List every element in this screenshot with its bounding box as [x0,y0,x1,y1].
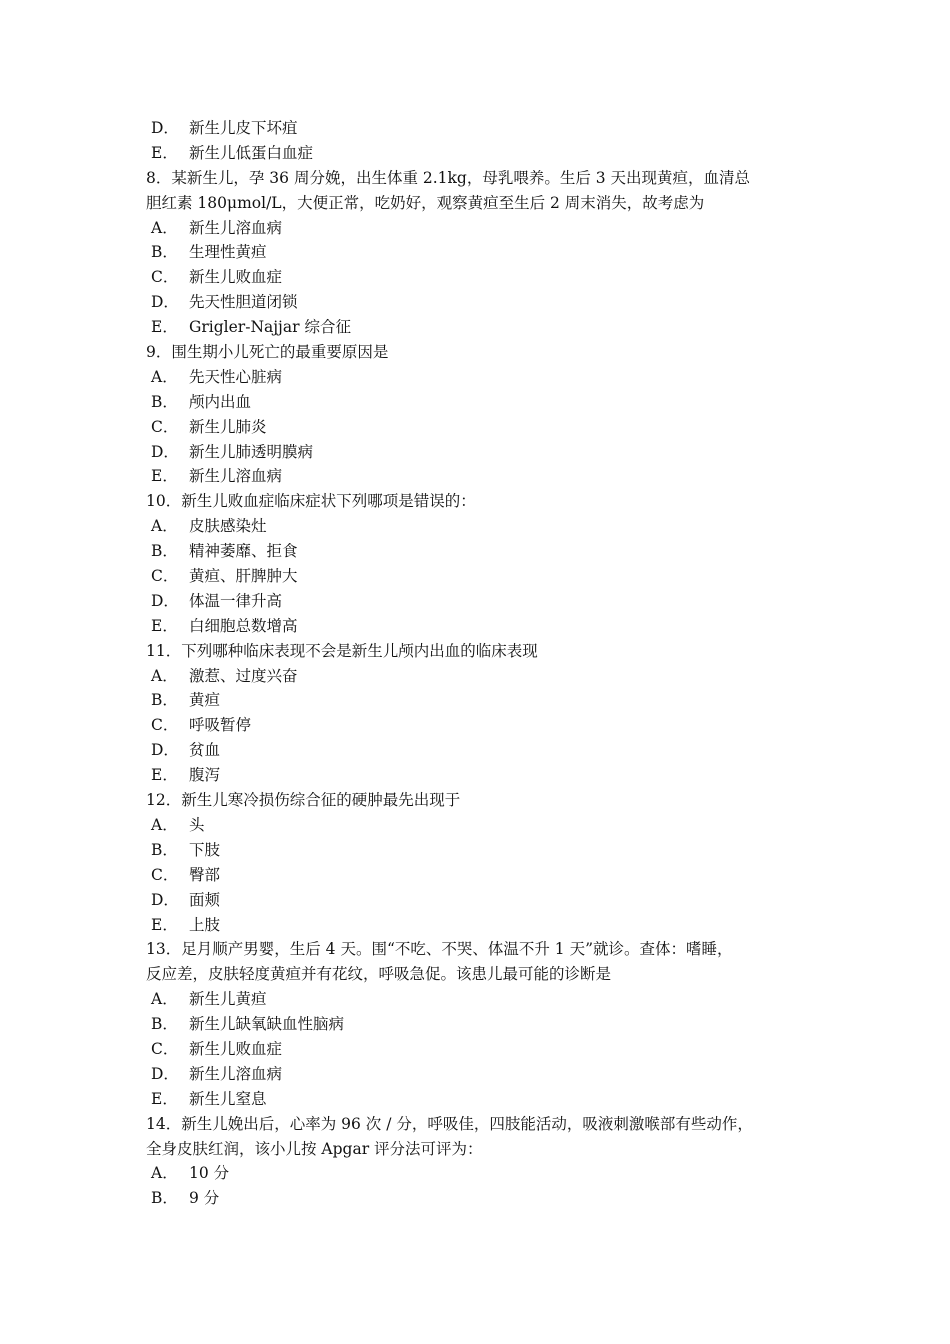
option-text: 新生儿窒息 [189,1089,267,1108]
answer-option [146,265,816,290]
answer-option [146,987,816,1012]
answer-option [146,738,816,763]
option-label: E． [151,318,178,337]
option-text: 生理性黄疸 [189,243,267,262]
answer-option [146,216,816,241]
question-list [146,116,816,1211]
answer-option [146,614,816,639]
answer-option [146,1037,816,1062]
answer-option [146,390,816,415]
option-text: 新生儿肺透明膜病 [189,442,314,461]
option-text: 新生儿肺炎 [189,417,267,436]
option-label: D． [151,1064,179,1083]
answer-option [146,1087,816,1112]
option-text: 新生儿缺氧缺血性脑病 [189,1015,345,1034]
option-label: B． [151,392,178,411]
answer-option [146,589,816,614]
option-text: 精神萎靡、拒食 [189,542,298,561]
answer-option [146,838,816,863]
answer-option [146,464,816,489]
answer-option [146,688,816,713]
answer-option [146,240,816,265]
option-text: 新生儿溶血病 [189,1064,283,1083]
answer-option [146,1161,816,1186]
option-label: E． [151,915,178,934]
option-text: 呼吸暂停 [189,716,252,735]
option-text: 新生儿低蛋白血症 [189,143,314,162]
option-text: 颅内出血 [189,392,252,411]
option-label: A． [151,367,178,386]
answer-option [146,1012,816,1037]
answer-option [146,1062,816,1087]
question-stem-continued: 反应差，皮肤轻度黄疸并有花纹，呼吸急促。该患儿最可能的诊断是 [146,965,612,984]
answer-option [146,415,816,440]
option-text: 新生儿败血症 [189,268,283,287]
option-label: B． [151,1189,178,1208]
option-text: 体温一律升高 [189,591,283,610]
answer-option [146,440,816,465]
option-text: 白细胞总数增高 [189,616,298,635]
question-stem: 8．某新生儿，孕 36 周分娩，出生体重 2.1kg，母乳喂养。生后 3 天出现黄疸，血清总 [146,168,751,187]
answer-option [146,1186,816,1211]
answer-option [146,813,816,838]
option-label: B． [151,542,178,561]
option-label: A． [151,218,178,237]
option-text: 腹泻 [189,766,221,785]
option-text: 臀部 [189,865,221,884]
option-text: 贫血 [189,741,221,760]
option-text: Grigler-Najjar 综合征 [189,318,351,337]
answer-option [146,315,816,340]
option-text: 头 [189,815,205,834]
question-stem: 12．新生儿寒冷损伤综合征的硬肿最先出现于 [146,791,461,810]
answer-option [146,514,816,539]
option-text: 10 分 [189,1164,230,1183]
option-label: D． [151,442,179,461]
question-stem: 13．足月顺产男婴，生后 4 天。围“不吃、不哭、体温不升 1 天”就诊。查体：嗜睡， [146,940,733,959]
answer-option [146,365,816,390]
option-label: A． [151,517,178,536]
option-label: B． [151,691,178,710]
option-label: C． [151,865,179,884]
option-text: 上肢 [189,915,221,934]
option-text: 新生儿溶血病 [189,467,283,486]
option-text: 新生儿皮下坏疽 [189,119,298,137]
option-label: B． [151,1015,178,1034]
option-label: D． [151,741,179,760]
question-stem-continued: 全身皮肤红润，该小儿按 Apgar 评分法可评为： [146,1139,483,1158]
option-label: C． [151,268,179,287]
option-label: E． [151,616,178,635]
option-label: A． [151,815,178,834]
option-label: C． [151,1039,179,1058]
option-label: A． [151,990,178,1009]
option-label: D． [151,119,179,137]
answer-option [146,141,816,166]
answer-option [146,713,816,738]
option-text: 黄疸 [189,691,221,710]
option-label: E． [151,1089,178,1108]
question-stem: 10．新生儿败血症临床症状下列哪项是错误的： [146,492,476,511]
answer-option [146,863,816,888]
option-label: A． [151,666,178,685]
answer-option [146,763,816,788]
answer-option [146,539,816,564]
option-text: 新生儿败血症 [189,1039,283,1058]
question-stem: 9．围生期小儿死亡的最重要原因是 [146,343,389,362]
option-label: E． [151,467,178,486]
option-text: 面颊 [189,890,221,909]
option-label: C． [151,567,179,586]
answer-option [146,116,816,141]
answer-option [146,913,816,938]
answer-option [146,290,816,315]
option-label: D． [151,890,179,909]
option-text: 新生儿黄疸 [189,990,267,1009]
option-label: E． [151,143,178,162]
answer-option [146,564,816,589]
option-label: B． [151,243,178,262]
option-label: C． [151,417,179,436]
option-text: 先天性胆道闭锁 [189,293,298,312]
option-label: C． [151,716,179,735]
option-text: 先天性心脏病 [189,367,283,386]
option-text: 黄疸、肝脾肿大 [189,567,298,586]
option-label: E． [151,766,178,785]
question-stem-continued: 胆红素 180μmol/L，大便正常，吃奶好，观察黄疸至生后 2 周末消失，故考虑为 [146,193,705,212]
option-text: 下肢 [189,840,221,859]
option-text: 皮肤感染灶 [189,517,267,536]
question-stem: 14．新生儿娩出后，心率为 96 次 / 分，呼吸佳，四肢能活动，吸液刺激喉部有些动作， [146,1114,753,1133]
option-label: A． [151,1164,178,1183]
answer-option [146,664,816,689]
option-label: D． [151,591,179,610]
option-label: D． [151,293,179,312]
question-stem: 11．下列哪种临床表现不会是新生儿颅内出血的临床表现 [146,641,538,660]
option-label: B． [151,840,178,859]
option-text: 9 分 [189,1189,220,1208]
option-text: 激惹、过度兴奋 [189,666,298,685]
option-text: 新生儿溶血病 [189,218,283,237]
answer-option [146,888,816,913]
